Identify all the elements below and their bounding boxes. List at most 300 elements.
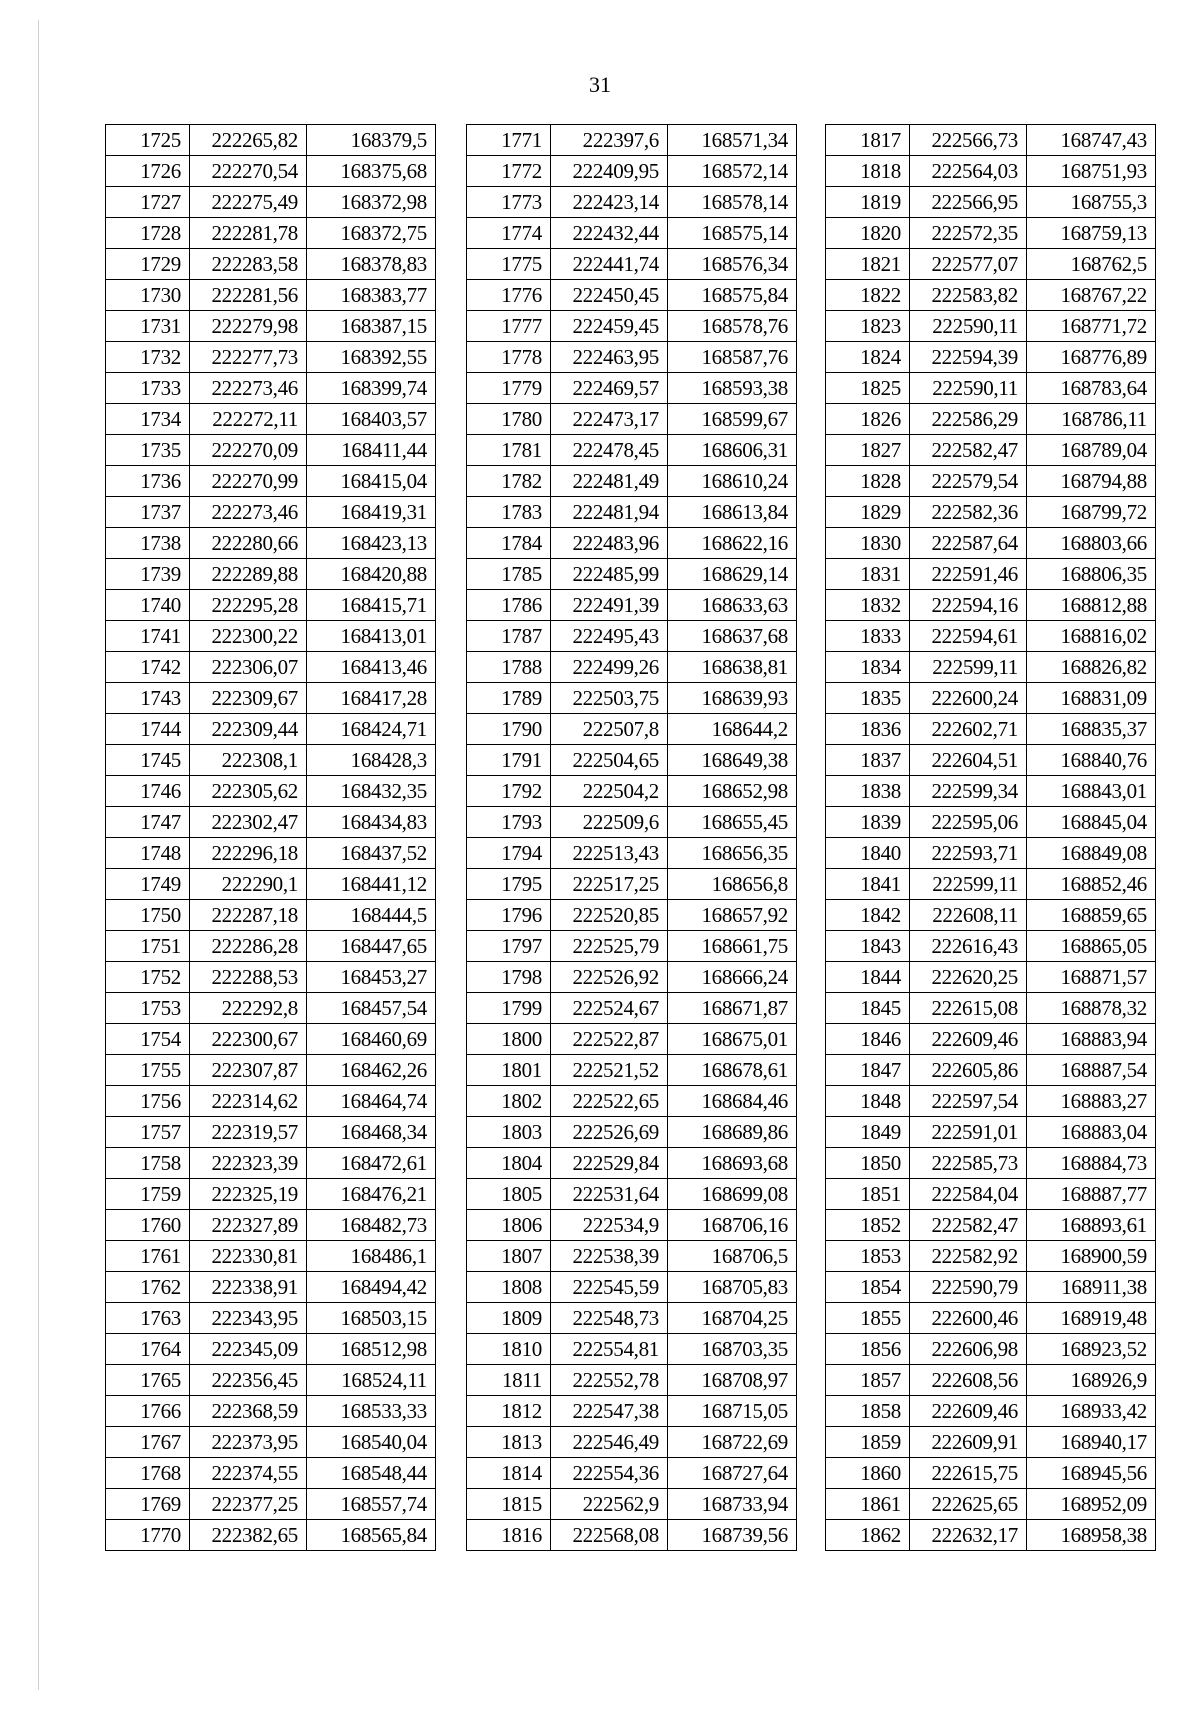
x-coordinate-cell: 222319,57	[190, 1117, 307, 1148]
x-coordinate-cell: 222478,45	[551, 435, 668, 466]
coordinates-table-3	[825, 124, 1156, 1551]
point-number-cell: 1827	[826, 435, 910, 466]
x-coordinate-cell: 222526,69	[551, 1117, 668, 1148]
table-row	[467, 714, 797, 745]
y-coordinate-cell: 168671,87	[668, 993, 797, 1024]
table-row	[826, 652, 1156, 683]
table-row	[467, 311, 797, 342]
x-coordinate-cell: 222583,82	[910, 280, 1027, 311]
point-number-cell: 1824	[826, 342, 910, 373]
table-row	[106, 745, 436, 776]
table-row	[826, 342, 1156, 373]
y-coordinate-cell: 168703,35	[668, 1334, 797, 1365]
table-row	[467, 1117, 797, 1148]
x-coordinate-cell: 222591,01	[910, 1117, 1027, 1148]
x-coordinate-cell: 222283,58	[190, 249, 307, 280]
table-row	[467, 931, 797, 962]
table-row	[467, 497, 797, 528]
y-coordinate-cell: 168803,66	[1027, 528, 1156, 559]
table-row	[467, 559, 797, 590]
x-coordinate-cell: 222306,07	[190, 652, 307, 683]
table-row	[826, 1117, 1156, 1148]
x-coordinate-cell: 222309,67	[190, 683, 307, 714]
table-row	[826, 993, 1156, 1024]
table-row	[826, 125, 1156, 156]
y-coordinate-cell: 168571,34	[668, 125, 797, 156]
x-coordinate-cell: 222275,49	[190, 187, 307, 218]
x-coordinate-cell: 222608,56	[910, 1365, 1027, 1396]
x-coordinate-cell: 222292,8	[190, 993, 307, 1024]
point-number-cell: 1836	[826, 714, 910, 745]
x-coordinate-cell: 222600,24	[910, 683, 1027, 714]
table-row	[826, 683, 1156, 714]
table-row	[467, 528, 797, 559]
table-row	[826, 1272, 1156, 1303]
y-coordinate-cell: 168884,73	[1027, 1148, 1156, 1179]
point-number-cell: 1846	[826, 1024, 910, 1055]
y-coordinate-cell: 168852,46	[1027, 869, 1156, 900]
y-coordinate-cell: 168952,09	[1027, 1489, 1156, 1520]
point-number-cell: 1851	[826, 1179, 910, 1210]
y-coordinate-cell: 168644,2	[668, 714, 797, 745]
point-number-cell: 1856	[826, 1334, 910, 1365]
point-number-cell: 1761	[106, 1241, 190, 1272]
x-coordinate-cell: 222270,54	[190, 156, 307, 187]
table-row	[826, 1303, 1156, 1334]
point-number-cell: 1776	[467, 280, 551, 311]
point-number-cell: 1780	[467, 404, 551, 435]
y-coordinate-cell: 168629,14	[668, 559, 797, 590]
y-coordinate-cell: 168372,75	[307, 218, 436, 249]
table-row	[826, 931, 1156, 962]
point-number-cell: 1744	[106, 714, 190, 745]
x-coordinate-cell: 222305,62	[190, 776, 307, 807]
x-coordinate-cell: 222534,9	[551, 1210, 668, 1241]
x-coordinate-cell: 222591,46	[910, 559, 1027, 590]
point-number-cell: 1778	[467, 342, 551, 373]
y-coordinate-cell: 168923,52	[1027, 1334, 1156, 1365]
point-number-cell: 1748	[106, 838, 190, 869]
point-number-cell: 1783	[467, 497, 551, 528]
point-number-cell: 1743	[106, 683, 190, 714]
x-coordinate-cell: 222602,71	[910, 714, 1027, 745]
y-coordinate-cell: 168835,37	[1027, 714, 1156, 745]
point-number-cell: 1768	[106, 1458, 190, 1489]
point-number-cell: 1833	[826, 621, 910, 652]
x-coordinate-cell: 222597,54	[910, 1086, 1027, 1117]
point-number-cell: 1759	[106, 1179, 190, 1210]
table-row	[467, 1520, 797, 1551]
x-coordinate-cell: 222526,92	[551, 962, 668, 993]
table-row	[826, 435, 1156, 466]
table-row	[826, 249, 1156, 280]
table-row	[467, 342, 797, 373]
x-coordinate-cell: 222538,39	[551, 1241, 668, 1272]
table-row	[467, 993, 797, 1024]
x-coordinate-cell: 222441,74	[551, 249, 668, 280]
y-coordinate-cell: 168472,61	[307, 1148, 436, 1179]
x-coordinate-cell: 222270,09	[190, 435, 307, 466]
x-coordinate-cell: 222281,56	[190, 280, 307, 311]
x-coordinate-cell: 222554,81	[551, 1334, 668, 1365]
y-coordinate-cell: 168826,82	[1027, 652, 1156, 683]
x-coordinate-cell: 222325,19	[190, 1179, 307, 1210]
point-number-cell: 1819	[826, 187, 910, 218]
table-row	[106, 1365, 436, 1396]
point-number-cell: 1814	[467, 1458, 551, 1489]
y-coordinate-cell: 168392,55	[307, 342, 436, 373]
table-row	[467, 280, 797, 311]
y-coordinate-cell: 168557,74	[307, 1489, 436, 1520]
x-coordinate-cell: 222300,67	[190, 1024, 307, 1055]
table-row	[467, 807, 797, 838]
y-coordinate-cell: 168403,57	[307, 404, 436, 435]
y-coordinate-cell: 168958,38	[1027, 1520, 1156, 1551]
x-coordinate-cell: 222296,18	[190, 838, 307, 869]
point-number-cell: 1813	[467, 1427, 551, 1458]
y-coordinate-cell: 168460,69	[307, 1024, 436, 1055]
x-coordinate-cell: 222594,61	[910, 621, 1027, 652]
point-number-cell: 1796	[467, 900, 551, 931]
point-number-cell: 1771	[467, 125, 551, 156]
x-coordinate-cell: 222590,11	[910, 373, 1027, 404]
x-coordinate-cell: 222599,11	[910, 869, 1027, 900]
y-coordinate-cell: 168675,01	[668, 1024, 797, 1055]
table-row	[826, 1458, 1156, 1489]
x-coordinate-cell: 222307,87	[190, 1055, 307, 1086]
table-row	[106, 1334, 436, 1365]
x-coordinate-cell: 222300,22	[190, 621, 307, 652]
point-number-cell: 1845	[826, 993, 910, 1024]
point-number-cell: 1821	[826, 249, 910, 280]
point-number-cell: 1815	[467, 1489, 551, 1520]
y-coordinate-cell: 168637,68	[668, 621, 797, 652]
x-coordinate-cell: 222590,79	[910, 1272, 1027, 1303]
point-number-cell: 1727	[106, 187, 190, 218]
y-coordinate-cell: 168453,27	[307, 962, 436, 993]
point-number-cell: 1848	[826, 1086, 910, 1117]
table-row	[106, 683, 436, 714]
table-row	[106, 249, 436, 280]
y-coordinate-cell: 168468,34	[307, 1117, 436, 1148]
point-number-cell: 1792	[467, 776, 551, 807]
x-coordinate-cell: 222566,73	[910, 125, 1027, 156]
table-row	[106, 776, 436, 807]
x-coordinate-cell: 222377,25	[190, 1489, 307, 1520]
y-coordinate-cell: 168540,04	[307, 1427, 436, 1458]
table-row	[467, 838, 797, 869]
point-number-cell: 1733	[106, 373, 190, 404]
table-row	[826, 838, 1156, 869]
table-row	[467, 1148, 797, 1179]
table-row	[106, 1303, 436, 1334]
x-coordinate-cell: 222594,39	[910, 342, 1027, 373]
x-coordinate-cell: 222277,73	[190, 342, 307, 373]
page-number: 31	[589, 72, 611, 97]
point-number-cell: 1726	[106, 156, 190, 187]
table-row	[826, 1210, 1156, 1241]
y-coordinate-cell: 168383,77	[307, 280, 436, 311]
table-row	[106, 590, 436, 621]
x-coordinate-cell: 222554,36	[551, 1458, 668, 1489]
x-coordinate-cell: 222483,96	[551, 528, 668, 559]
point-number-cell: 1767	[106, 1427, 190, 1458]
point-number-cell: 1828	[826, 466, 910, 497]
point-number-cell: 1860	[826, 1458, 910, 1489]
table-row	[467, 652, 797, 683]
x-coordinate-cell: 222606,98	[910, 1334, 1027, 1365]
table-row	[467, 218, 797, 249]
y-coordinate-cell: 168693,68	[668, 1148, 797, 1179]
table-row	[106, 280, 436, 311]
point-number-cell: 1837	[826, 745, 910, 776]
x-coordinate-cell: 222625,65	[910, 1489, 1027, 1520]
point-number-cell: 1857	[826, 1365, 910, 1396]
x-coordinate-cell: 222289,88	[190, 559, 307, 590]
table-row	[106, 962, 436, 993]
x-coordinate-cell: 222615,75	[910, 1458, 1027, 1489]
x-coordinate-cell: 222599,11	[910, 652, 1027, 683]
x-coordinate-cell: 222343,95	[190, 1303, 307, 1334]
x-coordinate-cell: 222548,73	[551, 1303, 668, 1334]
point-number-cell: 1736	[106, 466, 190, 497]
point-number-cell: 1773	[467, 187, 551, 218]
table-row	[467, 1489, 797, 1520]
y-coordinate-cell: 168871,57	[1027, 962, 1156, 993]
table-row	[106, 1396, 436, 1427]
table-row	[467, 683, 797, 714]
y-coordinate-cell: 168806,35	[1027, 559, 1156, 590]
y-coordinate-cell: 168649,38	[668, 745, 797, 776]
x-coordinate-cell: 222599,34	[910, 776, 1027, 807]
y-coordinate-cell: 168652,98	[668, 776, 797, 807]
y-coordinate-cell: 168613,84	[668, 497, 797, 528]
y-coordinate-cell: 168415,04	[307, 466, 436, 497]
table-row	[826, 466, 1156, 497]
table-row	[826, 528, 1156, 559]
table-row	[467, 776, 797, 807]
point-number-cell: 1794	[467, 838, 551, 869]
table-row	[826, 373, 1156, 404]
x-coordinate-cell: 222288,53	[190, 962, 307, 993]
point-number-cell: 1788	[467, 652, 551, 683]
point-number-cell: 1842	[826, 900, 910, 931]
y-coordinate-cell: 168911,38	[1027, 1272, 1156, 1303]
table-row	[106, 1024, 436, 1055]
y-coordinate-cell: 168840,76	[1027, 745, 1156, 776]
table-row	[826, 745, 1156, 776]
table-row	[826, 1179, 1156, 1210]
table-row	[467, 1055, 797, 1086]
point-number-cell: 1855	[826, 1303, 910, 1334]
table-row	[826, 218, 1156, 249]
y-coordinate-cell: 168486,1	[307, 1241, 436, 1272]
table-row	[106, 342, 436, 373]
table-row	[106, 373, 436, 404]
table-row	[826, 1055, 1156, 1086]
table-row	[106, 497, 436, 528]
x-coordinate-cell: 222491,39	[551, 590, 668, 621]
x-coordinate-cell: 222566,95	[910, 187, 1027, 218]
y-coordinate-cell: 168816,02	[1027, 621, 1156, 652]
y-coordinate-cell: 168606,31	[668, 435, 797, 466]
y-coordinate-cell: 168387,15	[307, 311, 436, 342]
x-coordinate-cell: 222327,89	[190, 1210, 307, 1241]
point-number-cell: 1753	[106, 993, 190, 1024]
y-coordinate-cell: 168722,69	[668, 1427, 797, 1458]
x-coordinate-cell: 222520,85	[551, 900, 668, 931]
y-coordinate-cell: 168678,61	[668, 1055, 797, 1086]
y-coordinate-cell: 168575,14	[668, 218, 797, 249]
x-coordinate-cell: 222507,8	[551, 714, 668, 745]
table-row	[826, 714, 1156, 745]
x-coordinate-cell: 222586,29	[910, 404, 1027, 435]
table-row	[106, 652, 436, 683]
point-number-cell: 1822	[826, 280, 910, 311]
y-coordinate-cell: 168945,56	[1027, 1458, 1156, 1489]
y-coordinate-cell: 168883,27	[1027, 1086, 1156, 1117]
x-coordinate-cell: 222552,78	[551, 1365, 668, 1396]
x-coordinate-cell: 222529,84	[551, 1148, 668, 1179]
y-coordinate-cell: 168444,5	[307, 900, 436, 931]
table-row	[467, 869, 797, 900]
table-row	[826, 1148, 1156, 1179]
point-number-cell: 1817	[826, 125, 910, 156]
y-coordinate-cell: 168639,93	[668, 683, 797, 714]
table-row	[826, 311, 1156, 342]
point-number-cell: 1740	[106, 590, 190, 621]
table-row	[106, 559, 436, 590]
y-coordinate-cell: 168878,32	[1027, 993, 1156, 1024]
x-coordinate-cell: 222330,81	[190, 1241, 307, 1272]
x-coordinate-cell: 222577,07	[910, 249, 1027, 280]
point-number-cell: 1839	[826, 807, 910, 838]
x-coordinate-cell: 222374,55	[190, 1458, 307, 1489]
x-coordinate-cell: 222473,17	[551, 404, 668, 435]
x-coordinate-cell: 222600,46	[910, 1303, 1027, 1334]
x-coordinate-cell: 222572,35	[910, 218, 1027, 249]
x-coordinate-cell: 222616,43	[910, 931, 1027, 962]
x-coordinate-cell: 222368,59	[190, 1396, 307, 1427]
table-row	[467, 1303, 797, 1334]
point-number-cell: 1777	[467, 311, 551, 342]
point-number-cell: 1835	[826, 683, 910, 714]
point-number-cell: 1825	[826, 373, 910, 404]
x-coordinate-cell: 222509,6	[551, 807, 668, 838]
y-coordinate-cell: 168503,15	[307, 1303, 436, 1334]
point-number-cell: 1850	[826, 1148, 910, 1179]
y-coordinate-cell: 168666,24	[668, 962, 797, 993]
table-row	[826, 497, 1156, 528]
y-coordinate-cell: 168812,88	[1027, 590, 1156, 621]
point-number-cell: 1801	[467, 1055, 551, 1086]
y-coordinate-cell: 168783,64	[1027, 373, 1156, 404]
y-coordinate-cell: 168411,44	[307, 435, 436, 466]
table-row	[106, 1427, 436, 1458]
point-number-cell: 1775	[467, 249, 551, 280]
point-number-cell: 1859	[826, 1427, 910, 1458]
x-coordinate-cell: 222590,11	[910, 311, 1027, 342]
point-number-cell: 1732	[106, 342, 190, 373]
point-number-cell: 1746	[106, 776, 190, 807]
x-coordinate-cell: 222373,95	[190, 1427, 307, 1458]
point-number-cell: 1808	[467, 1272, 551, 1303]
point-number-cell: 1729	[106, 249, 190, 280]
table-row	[826, 1489, 1156, 1520]
y-coordinate-cell: 168417,28	[307, 683, 436, 714]
x-coordinate-cell: 222286,28	[190, 931, 307, 962]
point-number-cell: 1838	[826, 776, 910, 807]
point-number-cell: 1741	[106, 621, 190, 652]
y-coordinate-cell: 168843,01	[1027, 776, 1156, 807]
y-coordinate-cell: 168423,13	[307, 528, 436, 559]
scan-artifact-line	[38, 20, 39, 1690]
x-coordinate-cell: 222302,47	[190, 807, 307, 838]
y-coordinate-cell: 168572,14	[668, 156, 797, 187]
y-coordinate-cell: 168887,54	[1027, 1055, 1156, 1086]
y-coordinate-cell: 168887,77	[1027, 1179, 1156, 1210]
y-coordinate-cell: 168610,24	[668, 466, 797, 497]
point-number-cell: 1765	[106, 1365, 190, 1396]
table-row	[467, 156, 797, 187]
table-row	[826, 1086, 1156, 1117]
y-coordinate-cell: 168413,01	[307, 621, 436, 652]
y-coordinate-cell: 168512,98	[307, 1334, 436, 1365]
y-coordinate-cell: 168447,65	[307, 931, 436, 962]
table-row	[467, 1396, 797, 1427]
table-row	[106, 218, 436, 249]
table-row	[826, 621, 1156, 652]
x-coordinate-cell: 222463,95	[551, 342, 668, 373]
x-coordinate-cell: 222609,46	[910, 1396, 1027, 1427]
y-coordinate-cell: 168432,35	[307, 776, 436, 807]
y-coordinate-cell: 168419,31	[307, 497, 436, 528]
x-coordinate-cell: 222582,92	[910, 1241, 1027, 1272]
y-coordinate-cell: 168413,46	[307, 652, 436, 683]
y-coordinate-cell: 168893,61	[1027, 1210, 1156, 1241]
point-number-cell: 1749	[106, 869, 190, 900]
y-coordinate-cell: 168689,86	[668, 1117, 797, 1148]
point-number-cell: 1793	[467, 807, 551, 838]
y-coordinate-cell: 168865,05	[1027, 931, 1156, 962]
y-coordinate-cell: 168767,22	[1027, 280, 1156, 311]
coordinates-table-2	[466, 124, 797, 1551]
table-row	[106, 528, 436, 559]
x-coordinate-cell: 222432,44	[551, 218, 668, 249]
table-row	[826, 1427, 1156, 1458]
x-coordinate-cell: 222290,1	[190, 869, 307, 900]
y-coordinate-cell: 168633,63	[668, 590, 797, 621]
table-row	[467, 1210, 797, 1241]
point-number-cell: 1830	[826, 528, 910, 559]
point-number-cell: 1725	[106, 125, 190, 156]
y-coordinate-cell: 168379,5	[307, 125, 436, 156]
table-row	[826, 559, 1156, 590]
x-coordinate-cell: 222525,79	[551, 931, 668, 962]
point-number-cell: 1750	[106, 900, 190, 931]
table-row	[826, 404, 1156, 435]
x-coordinate-cell: 222524,67	[551, 993, 668, 1024]
x-coordinate-cell: 222270,99	[190, 466, 307, 497]
point-number-cell: 1757	[106, 1117, 190, 1148]
x-coordinate-cell: 222547,38	[551, 1396, 668, 1427]
table-row	[106, 621, 436, 652]
point-number-cell: 1784	[467, 528, 551, 559]
y-coordinate-cell: 168462,26	[307, 1055, 436, 1086]
x-coordinate-cell: 222522,87	[551, 1024, 668, 1055]
y-coordinate-cell: 168655,45	[668, 807, 797, 838]
y-coordinate-cell: 168684,46	[668, 1086, 797, 1117]
